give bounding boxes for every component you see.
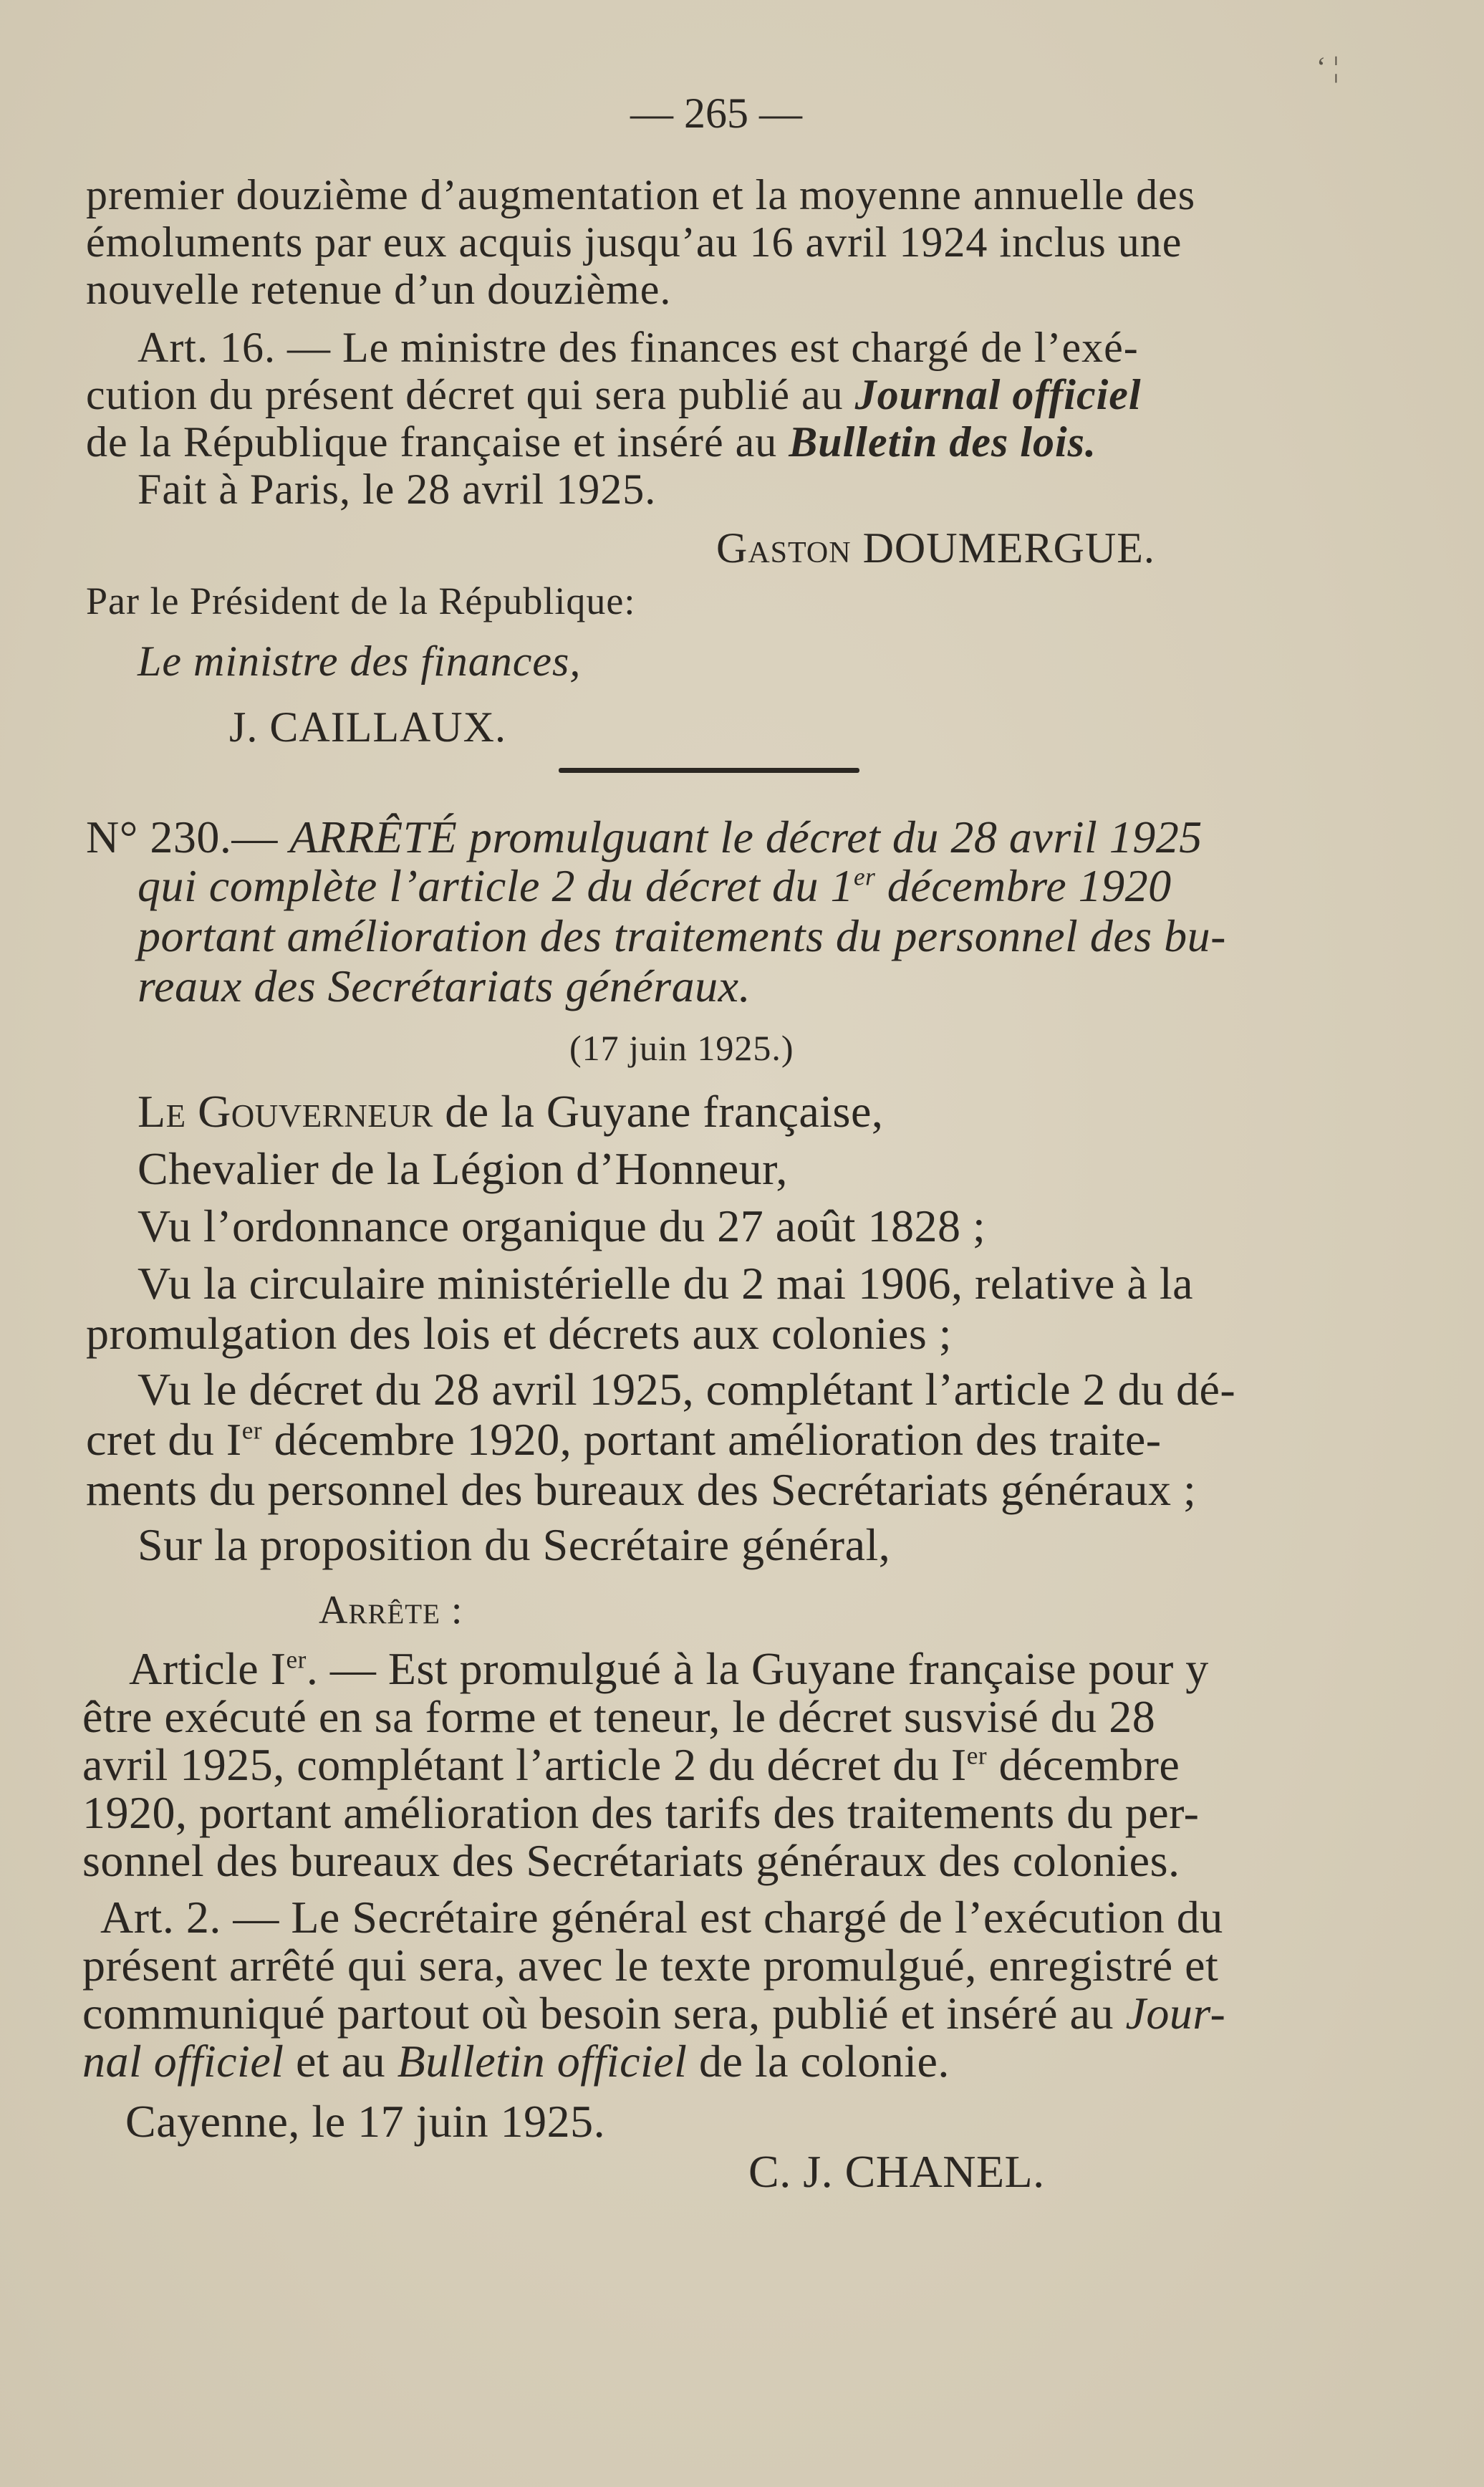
signature-first-name: Gaston <box>716 524 852 572</box>
decree-signature <box>716 524 1155 572</box>
decree-line-3: nouvelle retenue d’un douzième. <box>86 266 672 313</box>
vu-decret-2a: cret du I <box>86 1414 242 1465</box>
vu-circulaire-2: promulgation des lois et décrets aux colonies ; <box>86 1308 952 1359</box>
arrete-label: Arrête : <box>319 1588 463 1632</box>
arrete-date: (17 juin 1925.) <box>569 1028 794 1068</box>
decree-line-2: émoluments par eux acquis jusqu’au 16 avril 1924 inclus une <box>86 218 1182 266</box>
sur-proposition: Sur la proposition du Secrétaire général, <box>138 1519 891 1570</box>
article-1-1a: Article I <box>129 1643 286 1694</box>
article-1-1b: . — Est promulgué à la Guyane française pour y <box>306 1643 1209 1694</box>
arrete-heading-text-1: ARRÊTÉ promulguant le décret du 28 avril 1925 <box>289 812 1203 862</box>
arrete-heading-text-2: qui complète l’article 2 du décret du 1 <box>138 860 854 911</box>
decree-line-1: premier douzième d’augmentation et la moyenne annuelle des <box>86 171 1196 218</box>
separator-rule <box>559 768 859 773</box>
article-2-line-1: Art. 2. — Le Secrétaire général est chargé de l’exécution du <box>100 1892 1223 1943</box>
minister-name: J. CAILLAUX. <box>229 703 506 751</box>
journal-officiel-ref: nal officiel <box>82 2036 284 2087</box>
article-1-3b: décembre <box>987 1739 1180 1790</box>
arrete-heading-sup: er <box>853 862 876 891</box>
chevalier-line: Chevalier de la Légion d’Honneur, <box>138 1143 788 1194</box>
page-number: — 265 — <box>630 90 802 137</box>
article-2-4b: et au <box>284 2036 398 2087</box>
arrete-heading-line-1 <box>86 814 1203 860</box>
article-1-3-sup: er <box>966 1741 988 1770</box>
journal-officiel-title: Journal officiel <box>854 371 1142 418</box>
arrete-heading-line-2 <box>138 860 1172 911</box>
corner-mark: ‘ ¦ <box>1316 51 1339 83</box>
article-2-3-italic: Jour- <box>1125 1988 1226 2039</box>
vu-decret-1: Vu le décret du 28 avril 1925, complétant l’article 2 du dé- <box>138 1364 1236 1415</box>
article-1-line-5: sonnel des bureaux des Secrétariats généraux des colonies. <box>82 1835 1180 1886</box>
article-2-line-2: présent arrêté qui sera, avec le texte promulgué, enregistré et <box>82 1940 1219 1991</box>
arrete-number: N° 230.— <box>86 812 278 862</box>
governor-title: Le Gouverneur <box>138 1086 433 1137</box>
vu-decret-2b: décembre 1920, portant amélioration des traite- <box>262 1414 1162 1465</box>
decree-date-place: Fait à Paris, le 28 avril 1925. <box>138 466 657 513</box>
bulletin-officiel-ref: Bulletin officiel <box>397 2036 688 2087</box>
art16-line-3 <box>86 418 1097 466</box>
article-1-3a: avril 1925, complétant l’article 2 du décret du I <box>82 1739 967 1790</box>
article-2-3a: communiqué partout où besoin sera, publié et inséré au <box>82 1988 1126 2039</box>
arrete-heading-text-2-end: décembre 1920 <box>875 860 1172 911</box>
bulletin-des-lois-title: Bulletin des lois. <box>789 418 1097 466</box>
article-2-line-3 <box>82 1988 1226 2039</box>
vu-decret-2 <box>86 1414 1162 1465</box>
article-1-line-3 <box>82 1739 1180 1790</box>
article-1-sup: er <box>286 1645 307 1674</box>
article-1-line-1 <box>129 1643 1209 1694</box>
place-date: Cayenne, le 17 juin 1925. <box>125 2096 606 2147</box>
governor-line <box>138 1086 884 1137</box>
vu-circulaire-1: Vu la circulaire ministérielle du 2 mai 1906, relative à la <box>138 1258 1193 1309</box>
article-1-line-4: 1920, portant amélioration des tarifs des traitements du per- <box>82 1787 1200 1838</box>
art16-line-2-text: cution du présent décret qui sera publié au <box>86 371 855 418</box>
vu-ordonnance: Vu l’ordonnance organique du 27 août 1828 ; <box>138 1201 986 1251</box>
vu-decret-2-sup: er <box>241 1416 263 1445</box>
art16-line-3-text: de la République française et inséré au <box>86 418 789 466</box>
signature-last-name: DOUMERGUE. <box>862 524 1155 572</box>
by-president: Par le Président de la République: <box>86 579 636 622</box>
art16-line-1: Art. 16. — Le ministre des finances est chargé de l’exé- <box>138 324 1139 371</box>
article-1-line-2: être exécuté en sa forme et teneur, le décret susvisé du 28 <box>82 1691 1156 1742</box>
arrete-signature: C. J. CHANEL. <box>748 2146 1045 2197</box>
article-2-line-4 <box>82 2036 950 2087</box>
vu-decret-3: ments du personnel des bureaux des Secrétariats généraux ; <box>86 1464 1197 1515</box>
minister-title: Le ministre des finances, <box>138 638 582 685</box>
arrete-heading-line-4: reaux des Secrétariats généraux. <box>138 961 751 1011</box>
art16-line-2 <box>86 373 1142 416</box>
article-2-4c: de la colonie. <box>687 2036 950 2087</box>
governor-rest: de la Guyane française, <box>433 1086 884 1137</box>
arrete-heading-line-3: portant amélioration des traitements du personnel des bu- <box>138 910 1226 961</box>
